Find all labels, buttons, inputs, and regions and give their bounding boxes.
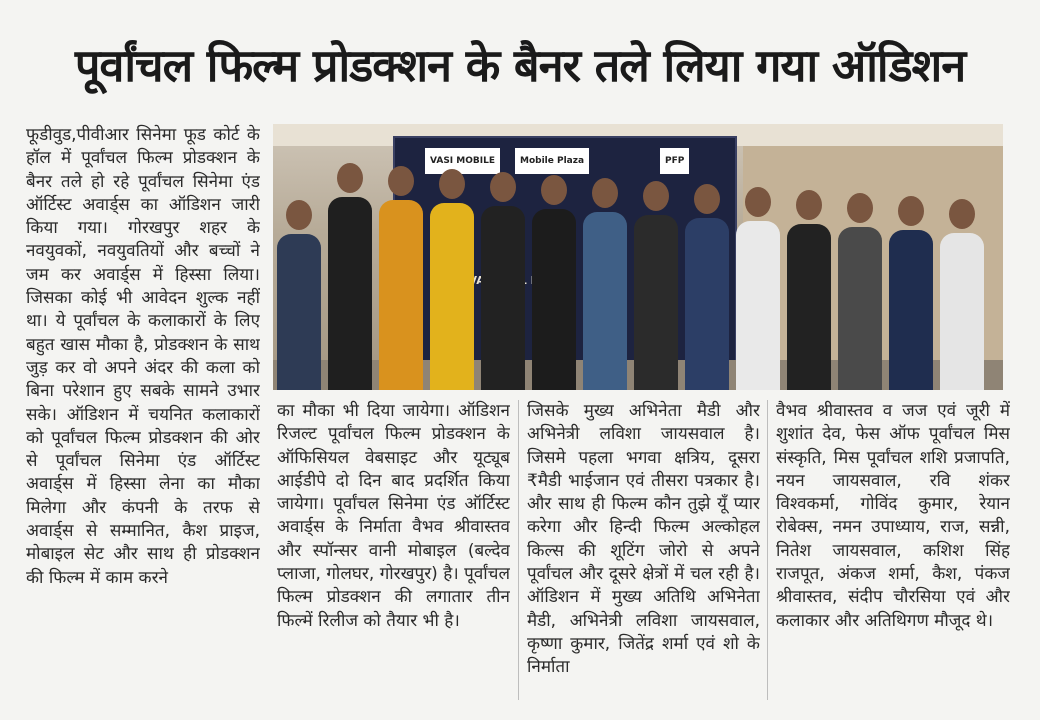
person-head [949, 199, 975, 229]
person-silhouette [379, 200, 423, 390]
group-photo [273, 124, 1003, 390]
article-column-3: जिसके मुख्य अभिनेता मैडी और अभिनेत्री लविशा जायसवाल है। जिसमे पहला भगवा क्षत्रिय, दूसरा ₹मैडी भाईजान एवं तीसरा पत्रकार है। और साथ ही फिल्म कौन तुझे यूँ प्यार करेगा और हिन्दी फिल्म अल्कोहल किल्स की शूटिंग जोरो से अपने पूर्वांचल और दूसरे क्षेत्रों में चल रही है। ऑडिशन में मुख्य अतिथि अभिनेता मैडी, अभिनेत्री लविशा जायसवाल, कृष्णा कुमार, जितेंद्र शर्मा एवं शो के निर्माता [527, 401, 760, 678]
person-head [694, 184, 720, 214]
person-head [286, 200, 312, 230]
article-column-1: फूडीवुड,पीवीआर सिनेमा फूड कोर्ट के हॉल में पूर्वांचल फिल्म प्रोडक्शन के बैनर तले हो रहे पूर्वांचल सिनेमा एंड ऑर्टिस्ट अवार्ड्स का ऑडिशन जारी किया गया। गोरखपुर शहर के नवयुवकों, नवयुवतियों और बच्चों ने जम कर अवार्ड्स में हिस्सा लिया। जिसका कोई भी आवेदन शुल्क नहीं था। ये पूर्वांचल के कलाकारों के लिए बहुत खास मौका है, प्रोडक्शन के साथ जुड़ कर वो अपने अंदर की कला को बिना परेशान हुए सबके सामने उभार सके। ऑडिशन में चयनित कलाकारों को पूर्वांचल फिल्म प्रोडक्शन की ओर से पूर्वांचल सिनेमा एंड ऑर्टिस्ट अवार्ड्स में हिस्सा लेना का मौका मिलेगा और कंपनी के तरफ से अवार्ड्स से सम्मानित, कैश प्राइज, मोबाइल सेट और साथ ही प्रोडक्शन की फिल्म में काम करने [26, 125, 260, 588]
sponsor-logo-1: VASI MOBILE [425, 148, 500, 174]
person-head [337, 163, 363, 193]
person-silhouette [328, 197, 372, 390]
person-head [898, 196, 924, 226]
person-head [388, 166, 414, 196]
person-silhouette [889, 230, 933, 390]
article-column-4: वैभव श्रीवास्तव व जज एवं जूरी में शुशांत देव, फेस ऑफ पूर्वांचल मिस संस्कृति, मिस पूर्वांचल शशि प्रजापति, नयन जायसवाल, रवि शंकर विश्वकर्मा, गोविंद कुमार, रेयान रोबेक्स, नमन उपाध्याय, राज, सन्नी, नितेश जायसवाल, कशिश सिंह राजपूत, अंकज शर्मा, कैश, पंकज श्रीवास्तव, संदीप चौरसिया एवं और कलाकार और अतिथिगण मौजूद थे। [776, 401, 1010, 631]
person-silhouette [685, 218, 729, 390]
person-silhouette [634, 215, 678, 390]
person-silhouette [532, 209, 576, 390]
person-silhouette [787, 224, 831, 390]
column-divider [518, 400, 519, 700]
person-silhouette [583, 212, 627, 390]
person-head [847, 193, 873, 223]
person-silhouette [736, 221, 780, 390]
person-head [643, 181, 669, 211]
person-silhouette [481, 206, 525, 390]
sponsor-logo-2: Mobile Plaza [515, 148, 589, 174]
person-head [796, 190, 822, 220]
person-silhouette [430, 203, 474, 390]
person-silhouette [940, 233, 984, 390]
sponsor-logo-3: PFP [660, 148, 689, 174]
person-head [541, 175, 567, 205]
column-divider [767, 400, 768, 700]
person-head [592, 178, 618, 208]
person-head [439, 169, 465, 199]
person-silhouette [277, 234, 321, 390]
headline: पूर्वांचल फिल्म प्रोडक्शन के बैनर तले लिया गया ऑडिशन [74, 39, 966, 92]
person-silhouette [838, 227, 882, 390]
person-head [745, 187, 771, 217]
article-column-2: का मौका भी दिया जायेगा। ऑडिशन रिजल्ट पूर्वांचल फिल्म प्रोडक्शन के ऑफिसियल वेबसाइट और यूट्यूब आईडीपे दो दिन बाद प्रदर्शित किया जायेगा। पूर्वांचल सिनेमा एंड ऑर्टिस्ट अवार्ड्स के निर्माता वैभव श्रीवास्तव और स्पॉन्सर वानी मोबाइल (बल्देव प्लाजा, गोलघर, गोरखपुर) है। पूर्वांचल फिल्म प्रोडक्शन की लगातार तीन फिल्में रिलीज को तैयार भी है। [277, 401, 510, 631]
person-head [490, 172, 516, 202]
